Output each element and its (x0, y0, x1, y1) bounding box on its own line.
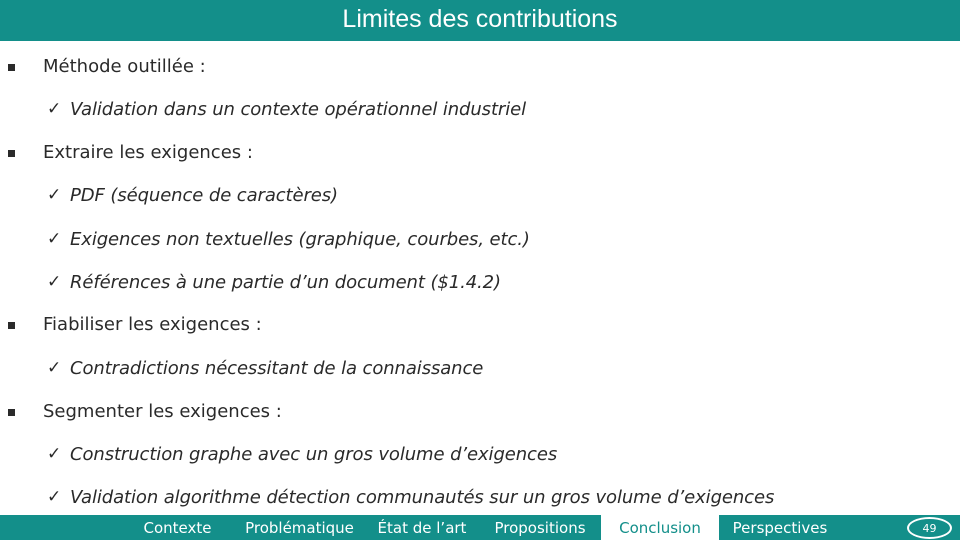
check-item: PDF (séquence de caractères) (70, 185, 338, 206)
check-item: Exigences non textuelles (graphique, courbes, etc.) (70, 229, 530, 250)
nav-item-contexte[interactable]: Contexte (143, 518, 212, 537)
square-bullet-icon (8, 322, 15, 329)
check-item: Construction graphe avec un gros volume d’exigences (70, 444, 558, 465)
checkmark-icon: ✓ (47, 487, 62, 507)
bullet-label: Segmenter les exigences : (43, 401, 282, 422)
nav-item-conclusion[interactable]: Conclusion (601, 515, 719, 540)
title-bar (0, 0, 960, 41)
slide-content (0, 43, 960, 513)
check-item: Références à une partie d’un document ($1.4.2) (70, 272, 501, 293)
checkmark-icon: ✓ (47, 444, 62, 464)
checkmark-icon: ✓ (47, 99, 62, 119)
checkmark-icon: ✓ (47, 272, 62, 292)
checkmark-icon: ✓ (47, 229, 62, 249)
slide-title: Limites des contributions (342, 5, 618, 33)
nav-item-propositions[interactable]: Propositions (494, 518, 586, 537)
square-bullet-icon (8, 150, 15, 157)
footer-nav-bar (0, 515, 960, 540)
check-item: Contradictions nécessitant de la connaissance (70, 358, 484, 379)
nav-item-perspectives[interactable]: Perspectives (732, 518, 828, 537)
page-number-badge: 49 (907, 517, 952, 539)
checkmark-icon: ✓ (47, 358, 62, 378)
nav-item-etat-de-l-art[interactable]: État de l’art (377, 518, 467, 537)
square-bullet-icon (8, 409, 15, 416)
square-bullet-icon (8, 64, 15, 71)
bullet-label: Fiabiliser les exigences : (43, 314, 262, 335)
check-item: Validation dans un contexte opérationnel industriel (70, 99, 526, 120)
checkmark-icon: ✓ (47, 185, 62, 205)
nav-item-problematique[interactable]: Problématique (245, 518, 354, 537)
check-item: Validation algorithme détection communautés sur un gros volume d’exigences (70, 487, 775, 508)
bullet-label: Extraire les exigences : (43, 142, 253, 163)
bullet-label: Méthode outillée : (43, 56, 206, 77)
